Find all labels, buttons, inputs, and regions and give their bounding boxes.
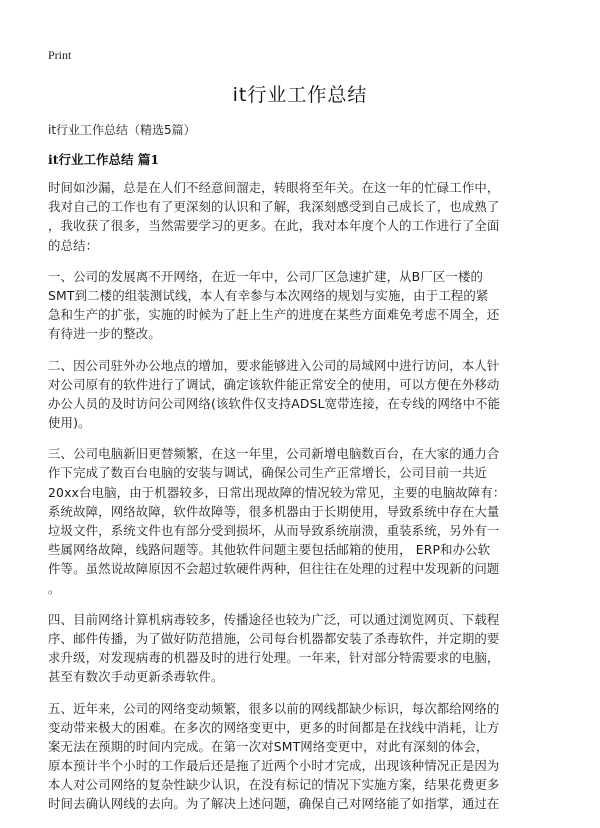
document-subtitle: it行业工作总结（精选5篇） bbox=[48, 123, 196, 137]
text-line: 急和生产的扩张，实施的时候为了赶上生产的进度在某些方面难免考虑不周全，还 bbox=[48, 307, 500, 323]
section-heading: it行业工作总结 篇1 bbox=[48, 152, 160, 167]
paragraph-point-1 bbox=[48, 267, 568, 344]
text-line: 我对自己的工作也有了更深刻的认识和了解，我深刻感受到自己成长了，也成熟了 bbox=[48, 199, 500, 215]
text-line: 案无法在预期的时间内完成。在第一次对SMT网络变更中，对此有深刻的体会， bbox=[48, 738, 489, 754]
text-line: 甚至有数次手动更新杀毒软件。 bbox=[48, 669, 224, 685]
text-line: 。 bbox=[48, 580, 61, 596]
text-line: 序、邮件传播，为了做好防范措施，公司每台机器都安装了杀毒软件，并定期的要 bbox=[48, 630, 500, 646]
text-line: 原本预计半个小时的工作最后还是拖了近两个小时才完成，出现该种情况正是因为 bbox=[48, 758, 500, 774]
text-line: 一、公司的发展离不开网络，在近一年中，公司厂区急速扩建，从B厂区一楼的 bbox=[48, 268, 484, 284]
text-line: 作下完成了数百台电脑的安装与调试，确保公司生产正常增长，公司目前一共近 bbox=[48, 465, 487, 481]
text-line: 四、目前网络计算机病毒较多，传播途径也较为广泛，可以通过浏览网页、下载程 bbox=[48, 611, 500, 627]
print-label: Print bbox=[48, 48, 72, 62]
text-line: 三、公司电脑新旧更替频繁，在这一年里，公司新增电脑数百台，在大家的通力合 bbox=[48, 446, 500, 462]
text-line: 系统故障，网络故障，软件故障等，很多机器由于长期使用，导致系统中存在大量 bbox=[48, 503, 500, 519]
text-line: 垃圾文件，系统文件也有部分受到损坏，从而导致系统崩溃，重装系统，另外有一 bbox=[48, 523, 500, 538]
text-line: 五、近年来，公司的网络变动频繁，很多以前的网线都缺少标识，每次都给网络的 bbox=[48, 700, 500, 716]
text-line: 求升级，对发现病毒的机器及时的进行处理。一年来，针对部分特需要求的电脑， bbox=[48, 650, 500, 666]
text-line: ，我收获了很多，当然需要学习的更多。在此，我对本年度个人的工作进行了全面 bbox=[48, 218, 500, 234]
text-line: 对公司原有的软件进行了调试，确定该软件能正常安全的使用，可以方便在外移动 bbox=[48, 376, 500, 392]
text-line: 办公人员的及时访问公司网络(该软件仅支持ADSL宽带连接，在专线的网络中不能 bbox=[48, 395, 501, 411]
text-line: 时间如沙漏，总是在人们不经意间溜走，转眼将至年关。在这一年的忙碌工作中， bbox=[48, 180, 500, 195]
text-line: 20xx台电脑，由于机器较多，日常出现故障的情况较为常见，主要的电脑故障有： bbox=[48, 484, 506, 500]
paragraph-point-3 bbox=[48, 444, 568, 598]
document-body bbox=[48, 178, 568, 826]
text-line: 的总结： bbox=[48, 237, 99, 253]
text-line: 使用)。 bbox=[48, 415, 91, 431]
paragraph-intro bbox=[48, 178, 568, 255]
text-line: 些属网络故障，线路问题等。其他软件问题主要包括邮箱的使用， ERP和办公软 bbox=[48, 542, 491, 558]
text-line: 本人对公司网络的复杂性缺少认识，在没有标记的情况下实施方案，结果花费更多 bbox=[48, 777, 500, 793]
paragraph-point-5 bbox=[48, 699, 568, 814]
page-title: it行业工作总结 bbox=[232, 84, 368, 106]
text-line: 有待进一步的整改。 bbox=[48, 326, 161, 342]
text-line: SMT到二楼的组装测试线，本人有幸参与本次网络的规划与实施，由于工程的紧 bbox=[48, 287, 489, 303]
text-line: 件等。虽然说故障原因不会超过软硬件两种，但往往在处理的过程中发现新的问题 bbox=[48, 561, 500, 577]
text-line: 二、因公司驻外办公地点的增加，要求能够进入公司的局域网中进行访问，本人针 bbox=[48, 357, 500, 373]
paragraph-point-2 bbox=[48, 356, 568, 433]
text-line: 变动带来极大的困难。在多次的网络变更中，更多的时间都是在找线中消耗，让方 bbox=[48, 719, 500, 735]
paragraph-point-4 bbox=[48, 610, 568, 687]
text-line: 时间去确认网线的去向。为了解决上述问题，确保自己对网络能了如指掌，通过在 bbox=[48, 796, 500, 812]
